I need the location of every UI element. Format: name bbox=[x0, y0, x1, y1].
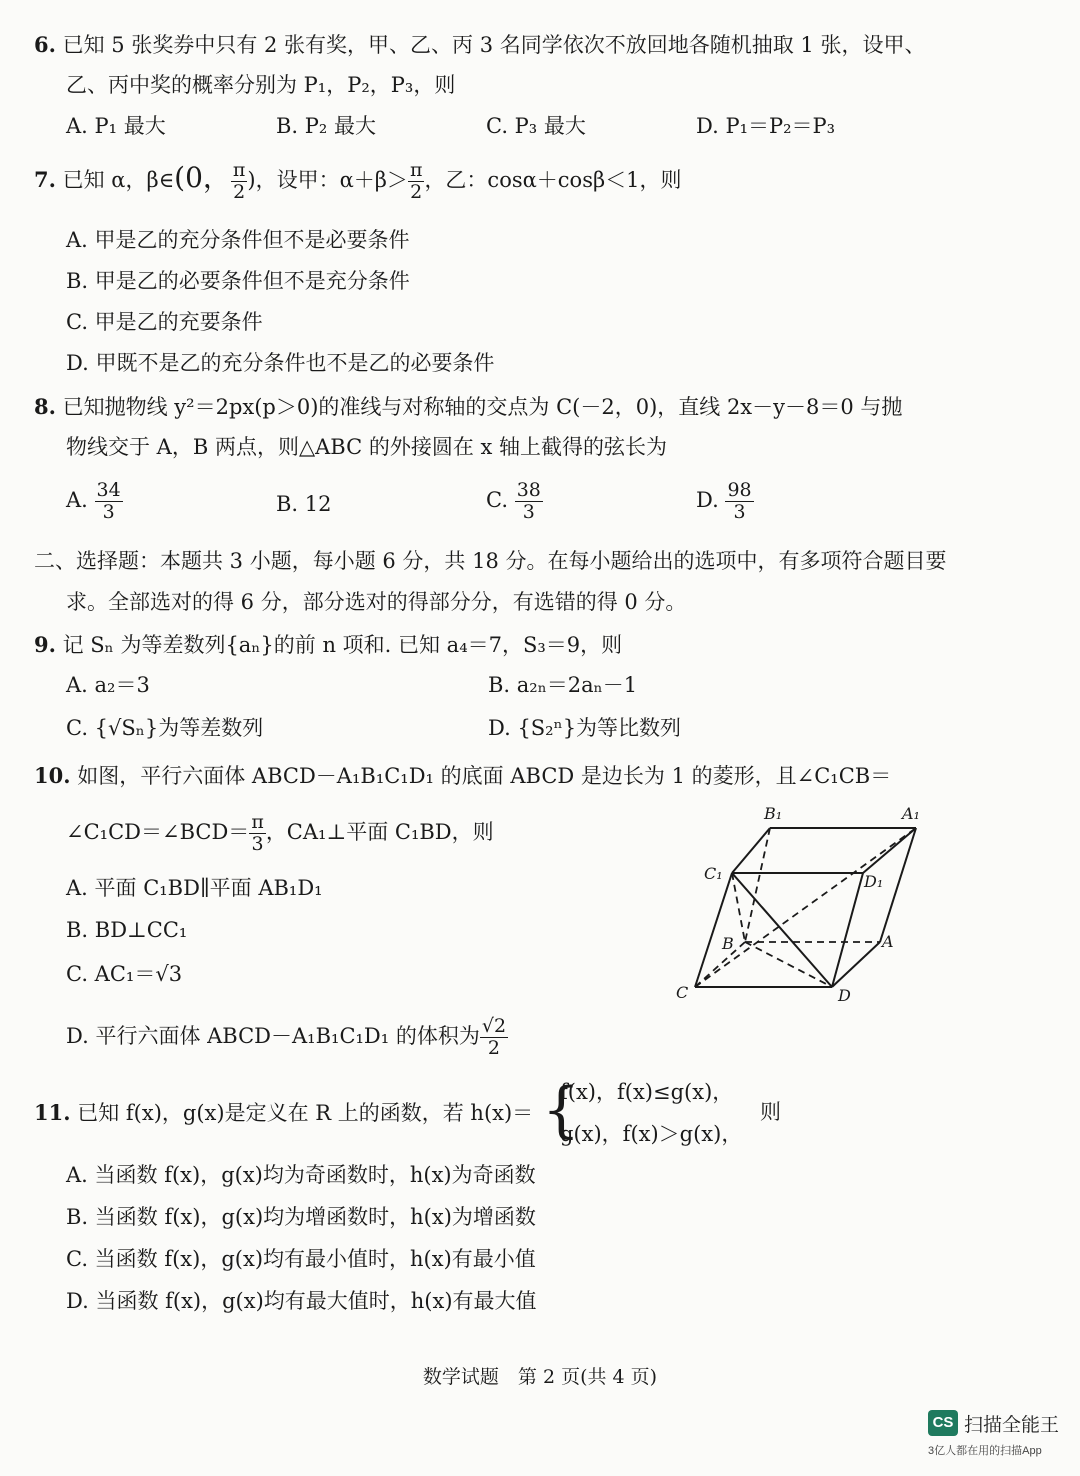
q6-option-a: A. P₁ 最大 bbox=[66, 114, 166, 138]
q10-option-a: A. 平面 C₁BD∥平面 AB₁D₁ bbox=[66, 876, 323, 900]
q9-option-d: D. {S₂ⁿ}为等比数列 bbox=[488, 716, 682, 740]
q7-interval-left: (0， bbox=[174, 160, 231, 194]
q10-stem-2-post: ，CA₁⊥平面 C₁BD，则 bbox=[265, 819, 494, 844]
q7-post: ，乙：cosα＋cosβ＜1，则 bbox=[424, 167, 682, 192]
q6-option-c: C. P₃ 最大 bbox=[486, 114, 586, 138]
q10-frac bbox=[249, 812, 266, 855]
fig-label-b1: B₁ bbox=[764, 804, 783, 823]
q9-option-c: C. {√Sₙ}为等差数列 bbox=[66, 716, 264, 740]
q8-frac-c bbox=[515, 480, 543, 523]
frac-top: π bbox=[251, 811, 264, 833]
q7-number: 7. bbox=[34, 166, 56, 192]
q7-mid: )，设甲：α＋β＞ bbox=[247, 167, 408, 192]
frac-top: √2 bbox=[481, 1015, 507, 1037]
q10-line1 bbox=[34, 763, 891, 789]
q10-option-d-text: D. 平行六面体 ABCD－A₁B₁C₁D₁ 的体积为 bbox=[66, 1023, 480, 1048]
q10-line2 bbox=[66, 812, 494, 855]
fig-label-b: B bbox=[722, 934, 734, 953]
q10-stem-2-pre: ∠C₁CD＝∠BCD＝ bbox=[66, 819, 250, 844]
frac-top: 98 bbox=[727, 479, 752, 501]
parallelepiped-figure bbox=[660, 795, 930, 1010]
q9-number: 9. bbox=[34, 632, 56, 657]
q10-option-b: B. BD⊥CC₁ bbox=[66, 918, 188, 942]
q11-pre: 已知 f(x)，g(x)是定义在 R 上的函数，若 h(x)＝ bbox=[77, 1101, 534, 1125]
q7-option-a: A. 甲是乙的充分条件但不是必要条件 bbox=[66, 228, 410, 252]
q7-option-c: C. 甲是乙的充要条件 bbox=[66, 310, 263, 334]
frac-top: 34 bbox=[96, 479, 121, 501]
fig-label-a: A bbox=[882, 932, 894, 951]
fig-label-d: D bbox=[838, 986, 851, 1005]
q11-stem bbox=[34, 1100, 533, 1126]
q8-option-a bbox=[66, 480, 123, 523]
frac-bot: 2 bbox=[410, 180, 423, 203]
q8-option-b: B. 12 bbox=[276, 492, 332, 516]
q11-option-b: B. 当函数 f(x)，g(x)均为增函数时，h(x)为增函数 bbox=[66, 1205, 536, 1229]
q11-brace: { bbox=[542, 1075, 581, 1145]
q10-number: 10. bbox=[34, 763, 71, 788]
q6-stem-2: 乙、丙中奖的概率分别为 P₁，P₂，P₃，则 bbox=[66, 73, 456, 97]
q9-text: 记 Sₙ 为等差数列{aₙ}的前 n 项和. 已知 a₄＝7，S₃＝9，则 bbox=[62, 633, 623, 657]
q11-option-a: A. 当函数 f(x)，g(x)均为奇函数时，h(x)为奇函数 bbox=[66, 1163, 536, 1187]
option-label: C. bbox=[486, 487, 508, 512]
q8-frac-a bbox=[95, 480, 123, 523]
fig-label-c: C bbox=[676, 983, 689, 1002]
q8-number: 8. bbox=[34, 394, 56, 419]
q7-option-d: D. 甲既不是乙的充分条件也不是乙的必要条件 bbox=[66, 351, 495, 375]
fig-label-a1: A₁ bbox=[902, 804, 920, 823]
frac-bot: 2 bbox=[233, 180, 246, 203]
fig-label-d1: D₁ bbox=[864, 872, 884, 891]
q6-stem-1: 已知 5 张奖券中只有 2 张有奖，甲、乙、丙 3 名同学依次不放回地各随机抽取 1 张，设甲、 bbox=[62, 33, 926, 57]
watermark-subtitle: 3亿人都在用的扫描App bbox=[928, 1445, 1042, 1457]
page-footer: 数学试题 第 2 页(共 4 页) bbox=[422, 1366, 658, 1388]
q9-stem bbox=[34, 632, 622, 658]
q10-option-d bbox=[66, 1016, 508, 1059]
q9-option-b: B. a₂ₙ＝2aₙ－1 bbox=[488, 673, 638, 697]
cs-logo-icon: CS bbox=[928, 1410, 958, 1436]
frac-bot: 3 bbox=[733, 500, 746, 523]
q8-frac-d bbox=[725, 480, 753, 523]
q6-option-b: B. P₂ 最大 bbox=[276, 114, 377, 138]
q11-option-d: D. 当函数 f(x)，g(x)均有最大值时，h(x)有最大值 bbox=[66, 1289, 537, 1313]
q7-frac-pi-2 bbox=[231, 160, 248, 203]
q10-frac-d bbox=[480, 1016, 508, 1059]
fig-label-c1: C₁ bbox=[704, 864, 723, 883]
frac-bot: 3 bbox=[522, 500, 535, 523]
q8-option-d bbox=[696, 480, 754, 523]
q8-line1 bbox=[34, 394, 902, 420]
q8-stem-1: 已知抛物线 y²＝2px(p＞0)的准线与对称轴的交点为 C(－2，0)，直线 2x－y－8＝0 与抛 bbox=[62, 395, 903, 419]
q7-stem bbox=[34, 160, 681, 203]
q6-number: 6. bbox=[34, 32, 56, 57]
frac-bot: 2 bbox=[487, 1036, 500, 1059]
q10-option-c: C. AC₁＝√3 bbox=[66, 962, 183, 986]
frac-top: π bbox=[232, 159, 246, 181]
watermark-name: 扫描全能王 bbox=[964, 1415, 1060, 1436]
q8-stem-2: 物线交于 A，B 两点，则△ABC 的外接圆在 x 轴上截得的弦长为 bbox=[66, 435, 668, 459]
frac-bot: 3 bbox=[251, 832, 264, 855]
q7-pre: 已知 α，β∈ bbox=[62, 167, 175, 192]
q7-frac2 bbox=[408, 160, 425, 203]
q10-stem-1: 如图，平行六面体 ABCD－A₁B₁C₁D₁ 的底面 ABCD 是边长为 1 的菱形，且∠C₁CB＝ bbox=[77, 764, 892, 788]
option-label: A. bbox=[66, 487, 88, 512]
q11-number: 11. bbox=[34, 1100, 71, 1125]
section2-text-1: 二、选择题：本题共 3 小题，每小题 6 分，共 18 分。在每小题给出的选项中，有多项符合题目要 bbox=[34, 549, 947, 573]
q9-option-a: A. a₂＝3 bbox=[66, 673, 150, 697]
frac-top: 38 bbox=[516, 479, 541, 501]
q11-case-2: g(x)，f(x)＞g(x)， bbox=[560, 1122, 743, 1146]
section2-line2: 求。全部选对的得 6 分，部分选对的得部分分，有选错的得 0 分。 bbox=[66, 590, 687, 614]
frac-top: π bbox=[409, 159, 423, 181]
q7-option-b: B. 甲是乙的必要条件但不是充分条件 bbox=[66, 269, 410, 293]
frac-bot: 3 bbox=[102, 500, 115, 523]
q8-option-c bbox=[486, 480, 543, 523]
q11-case-1: f(x)，f(x)≤g(x)， bbox=[560, 1080, 734, 1104]
option-label: D. bbox=[696, 487, 719, 512]
q6-line1 bbox=[34, 32, 925, 58]
q6-option-d: D. P₁＝P₂＝P₃ bbox=[696, 114, 836, 138]
q11-option-c: C. 当函数 f(x)，g(x)均有最小值时，h(x)有最小值 bbox=[66, 1247, 536, 1271]
section2-line1 bbox=[34, 549, 947, 574]
q11-post: 则 bbox=[760, 1100, 781, 1124]
